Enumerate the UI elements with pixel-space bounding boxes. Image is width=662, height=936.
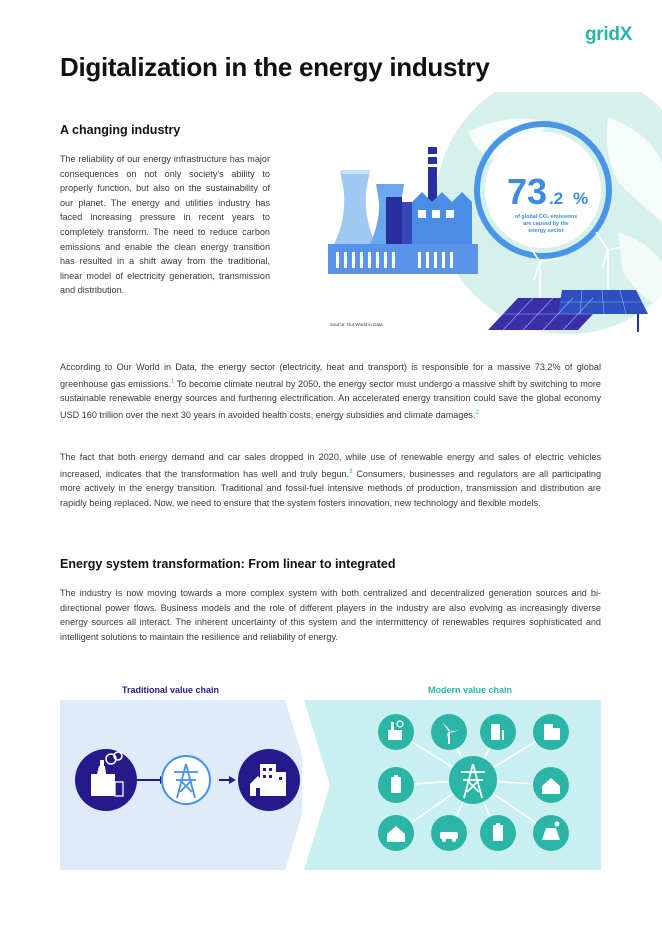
paragraph-transformation-text-a: The fact that both energy demand and car sales dropped in 2020, while use of renewable energy and sales of electric vehicles increased, indicates that the transformation has well and truly begun.	[60, 452, 601, 479]
paragraph-transformation	[60, 450, 601, 510]
stat-caption-line3: energy sector	[528, 228, 564, 234]
battery-icon-2	[493, 823, 503, 841]
stat-decimal: .2	[549, 189, 564, 208]
paragraph-integrated-system: The industry is now moving towards a more complex system with both centralized and decentralized generation sources and bi-directional power flows. Business models and the role of different players in the industry are also evolving as increasingly diverse energy sources all interact. The inherent uncertainty of this system and the intermittency of renewables requires sophisticated and intelligent solutions to maintain the resilience and reliability of energy.	[60, 588, 601, 642]
paragraph-emissions	[60, 360, 601, 422]
transmission-tower-icon	[162, 756, 210, 804]
modern-chain-label: Modern value chain	[428, 685, 513, 695]
footnote-ref-2[interactable]: 2	[475, 409, 479, 416]
intro-paragraph: The reliability of our energy infrastructure has major consequences on not only society's ability to properly function, but also on the sustainability of our planet. The energy and utilities industry has faced increasing pressure in recent years to completely transform. The need to reduce carbon emissions and enable the clean energy transition has resulted in a shift away from the traditional, linear model of electricity generation, transmission and distribution.	[60, 154, 270, 296]
stat-unit: %	[573, 189, 589, 208]
infographic-source: Source: Our World in Data	[330, 322, 383, 327]
section-heading-system-transformation: Energy system transformation: From linear to integrated	[60, 557, 396, 571]
traditional-chain-label: Traditional value chain	[122, 685, 220, 695]
stat-main-number: 73	[507, 171, 548, 212]
energy-emissions-infographic	[318, 92, 662, 336]
paragraph-emissions-text-b: To become climate neutral by 2050, the energy sector must undergo a massive shift by switching to more sustainable renewable energy sources and furthering electrification. An accelerated energy transition could save the global economy USD 160 trillion over the next 30 years in avoided health costs, energy subsidies and climate damages.	[60, 378, 601, 420]
paragraph-transformation-text-b: Consumers, businesses and regulators are all participating more actively in the energy transition. Traditional and fossil-fuel intensive methods of production, transmission and distribution are rapidly being replaced. Now, we need to ensure that the system fosters innovation, new technology and flexible models.	[60, 468, 601, 508]
value-chain-diagram	[60, 700, 601, 870]
footnote-ref-1[interactable]: 1	[170, 378, 175, 385]
stat-caption-line2: are caused by the	[523, 221, 569, 227]
gridx-logo: gridX	[584, 24, 632, 45]
footnote-ref-3[interactable]: 3	[349, 468, 353, 475]
power-plant-icon	[75, 749, 137, 811]
battery-icon	[391, 775, 401, 793]
traditional-chain-flow	[75, 749, 300, 811]
section-heading-changing-industry: A changing industry	[60, 123, 181, 137]
stat-caption-line1: of global CO₂ emissions	[514, 214, 578, 220]
page-title: Digitalization in the energy industry	[60, 52, 490, 82]
buildings-icon	[238, 749, 300, 811]
paragraph-emissions-text-a: According to Our World in Data, the energy sector (electricity, heat and transport) is responsible for a massive 73.2% of global greenhouse gas emissions.	[60, 362, 601, 389]
